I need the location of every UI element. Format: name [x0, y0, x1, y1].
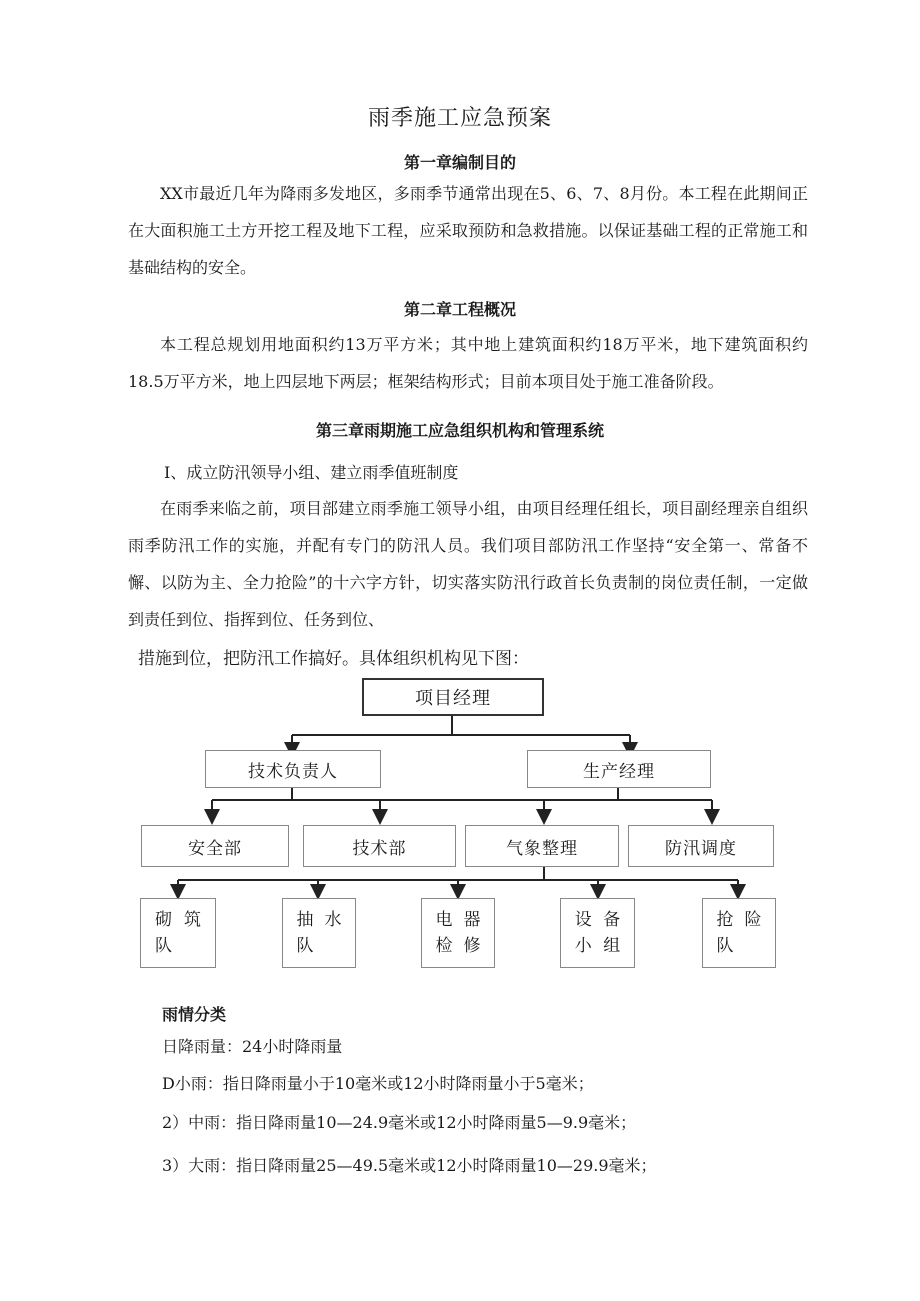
chapter1-heading: 第一章编制目的 — [403, 153, 516, 172]
chapter2-heading: 第二章工程概况 — [403, 300, 516, 319]
chapter3-heading: 第三章雨期施工应急组织机构和管理系统 — [315, 421, 604, 440]
org-node-electrical-repair: 电 器 检 修 — [421, 898, 495, 968]
chapter3-item1: I、成立防汛领导小组、建立雨季值班制度 — [164, 463, 459, 482]
rain-item-heavy: 3）大雨：指日降雨量25—49.5毫米或12小时降雨量10—29.9毫米； — [162, 1156, 657, 1175]
chapter2-body: 本工程总规划用地面积约13万平方米；其中地上建筑面积约18万平米，地下建筑面积约18.5万平方米，地上四层地下两层；框架结构形式；目前本项目处于施工准备阶段。 — [128, 335, 808, 391]
chapter1-body: XX市最近几年为降雨多发地区，多雨季节通常出现在5、6、7、8月份。本工程在此期间正在大面积施工土方开挖工程及地下工程，应采取预防和急救措施。以保证基础工程的正常施工和基础结构的安全。 — [128, 184, 808, 277]
rain-item-moderate: 2）中雨：指日降雨量10—24.9毫米或12小时降雨量5—9.9毫米； — [162, 1113, 637, 1132]
chapter3-body-continued: 措施到位，把防汛工作搞好。具体组织机构见下图： — [138, 649, 529, 669]
org-node-equipment-group: 设 备 小 组 — [560, 898, 635, 968]
document-title: 雨季施工应急预案 — [367, 106, 552, 131]
rain-item-light: D小雨：指日降雨量小于10毫米或12小时降雨量小于5毫米； — [162, 1074, 594, 1093]
chapter3-body: 在雨季来临之前，项目部建立雨季施工领导小组，由项目经理任组长，项目副经理亲自组织雨季防汛工作的实施，并配有专门的防汛人员。我们项目部防汛工作坚持“安全第一、常备不懈、以防为主、全力抢险”的十六字方针，切实落实防汛行政首长负责制的岗位责任制，一定做到责任到位、指挥到位、任务到位、 — [128, 499, 808, 629]
org-node-project-manager: 项目经理 — [362, 678, 544, 716]
org-node-safety-dept: 安全部 — [141, 825, 289, 867]
org-node-technical-lead: 技术负责人 — [205, 750, 381, 788]
org-node-tech-dept: 技术部 — [303, 825, 456, 867]
rain-daily-definition: 日降雨量：24小时降雨量 — [162, 1037, 343, 1056]
org-chart — [0, 660, 920, 980]
org-node-production-manager: 生产经理 — [527, 750, 711, 788]
org-node-weather-dept: 气象整理 — [465, 825, 619, 867]
org-node-flood-dispatch: 防汛调度 — [628, 825, 774, 867]
org-node-rescue-team: 抢 险 队 — [702, 898, 776, 968]
org-node-pumping-team: 抽 水 队 — [282, 898, 356, 968]
rain-classification-heading: 雨情分类 — [162, 1005, 227, 1024]
org-node-masonry-team: 砌 筑 队 — [140, 898, 216, 968]
